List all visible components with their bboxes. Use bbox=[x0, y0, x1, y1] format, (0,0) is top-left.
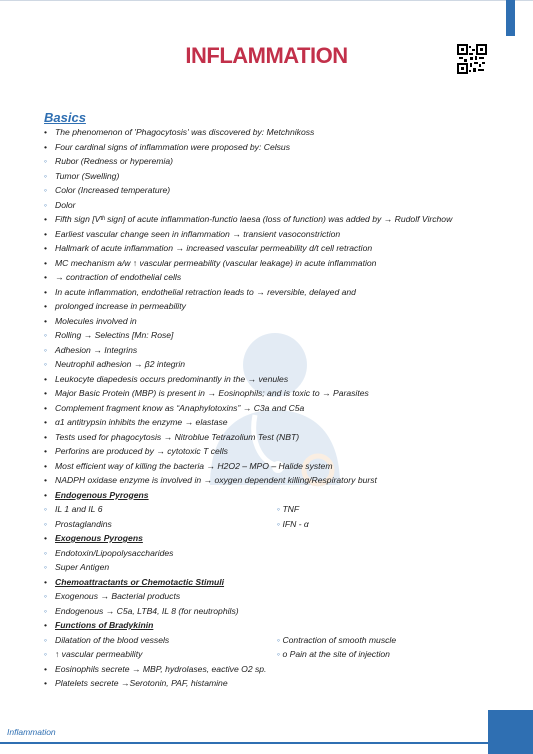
list-item: • Earliest vascular change seen in inflammation → transient vasoconstriction bbox=[44, 228, 341, 239]
list-item: ◦ Exogenous → Bacterial products bbox=[44, 591, 181, 601]
footer-rule bbox=[0, 742, 488, 744]
list-item: • Tests used for phagocytosis → Nitroblue Tetrazolium Test (NBT) bbox=[44, 431, 300, 442]
list-item: • Major Basic Protein (MBP) is present in → Eosinophils; and is toxic to → Parasites bbox=[44, 388, 369, 398]
list-item: • In acute inflammation, endothelial retraction leads to → reversible, delayed and bbox=[44, 286, 356, 297]
list-item: ◦ Endogenous → C5a, LTB4, IL 8 (for neutrophils) bbox=[44, 605, 239, 616]
list-item: ◦ Adhesion → Integrins bbox=[44, 344, 138, 355]
list-item: • MC mechanism a/w ↑ vascular permeability (vascular leakage) in acute inflammation bbox=[44, 257, 377, 268]
list-item: • Complement fragment know as “Anaphylotoxins” → C3a and C5a bbox=[44, 402, 305, 413]
list-item: ◦ ↑ vascular permeability ◦ o Pain at the site of injection bbox=[44, 649, 390, 659]
list-item: ◦ Dilatation of the blood vessels ◦ Contraction of smooth muscle bbox=[44, 634, 397, 645]
subsection-heading: • Functions of Bradykinin bbox=[44, 620, 154, 630]
list-item: ◦ IL 1 and IL 6 ◦ TNF bbox=[44, 504, 300, 514]
list-item: • Eosinophils secrete → MBP, hydrolases, eactive O2 sp. bbox=[44, 663, 267, 674]
subsection-heading: • Chemoattractants or Chemotactic Stimuli bbox=[44, 576, 225, 587]
page-title: INFLAMMATION bbox=[185, 43, 348, 68]
list-item: • Hallmark of acute inflammation → increased vascular permeability d/t cell retraction bbox=[44, 243, 373, 253]
list-item: ◦ Rolling → Selectins [Mn: Rose] bbox=[44, 330, 174, 340]
list-item: • Perforins are produced by → cytotoxic T cells bbox=[44, 446, 228, 456]
footer-chapter-label: Inflammation bbox=[7, 727, 56, 737]
list-item: ◦ Super Antigen bbox=[44, 562, 110, 572]
list-item: • Four cardinal signs of inflammation were proposed by: Celsus bbox=[44, 141, 291, 152]
subsection-heading: • Endogenous Pyrogens bbox=[44, 489, 149, 500]
section-title: Basics bbox=[44, 110, 86, 125]
list-item: • Leukocyte diapedesis occurs predominantly in the → venules bbox=[44, 373, 289, 384]
list-item: ◦ Tumor (Swelling) bbox=[44, 170, 120, 181]
list-item: ◦ Neutrophil adhesion → β2 integrin bbox=[44, 359, 186, 369]
list-item: • prolonged increase in permeability bbox=[44, 301, 186, 311]
list-item: • The phenomenon of 'Phagocytosis' was discovered by: Metchnikoss bbox=[44, 127, 315, 137]
subsection-heading: • Exogenous Pyrogens bbox=[44, 533, 143, 543]
list-item: • Fifth sign [Vᵗʰ sign] of acute inflammation-functio laesa (loss of function) was added by → Rudolf Virchow bbox=[44, 214, 453, 224]
list-item: • Molecules involved in bbox=[44, 315, 137, 326]
list-item: ◦ Color (Increased temperature) bbox=[44, 185, 171, 195]
list-item: • Platelets secrete →Serotonin, PAF, histamine bbox=[44, 678, 228, 688]
list-item: ◦ Rubor (Redness or hyperemia) bbox=[44, 156, 173, 166]
header-rule bbox=[0, 0, 533, 1]
list-item: • NADPH oxidase enzyme is involved in → oxygen dependent killing/Respiratory burst bbox=[44, 475, 377, 485]
footer-corner-block bbox=[488, 710, 533, 754]
list-item: ◦ Prostaglandins ◦ IFN - α bbox=[44, 518, 309, 529]
qr-code-icon bbox=[457, 44, 487, 74]
content-list bbox=[44, 125, 514, 691]
list-item: ◦ Dolor bbox=[44, 199, 76, 210]
list-item: • → contraction of endothelial cells bbox=[44, 272, 182, 282]
list-item: • α1 antitrypsin inhibits the enzyme → elastase bbox=[44, 417, 228, 427]
list-item: ◦ Endotoxin/Lipopolysaccharides bbox=[44, 547, 174, 558]
list-item: • Most efficient way of killing the bacteria → H2O2 – MPO – Halide system bbox=[44, 460, 333, 471]
header-tab bbox=[506, 0, 515, 36]
